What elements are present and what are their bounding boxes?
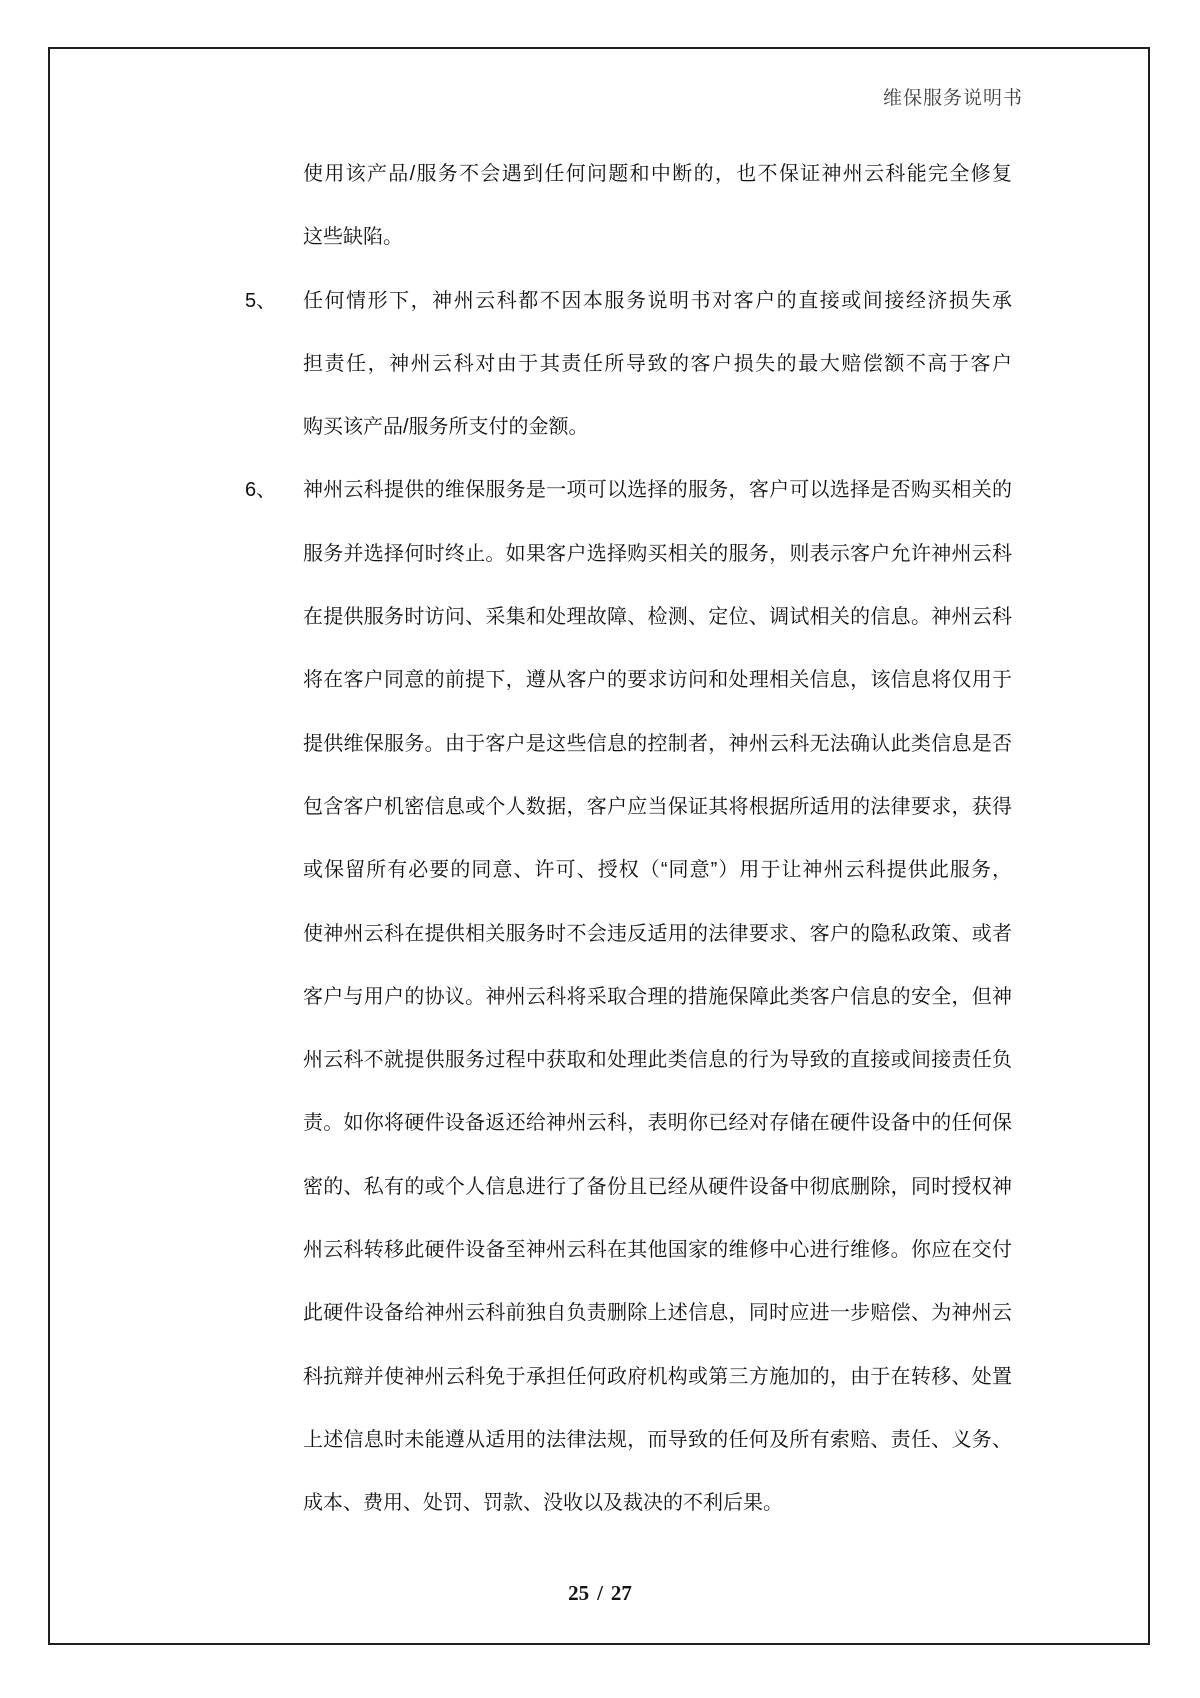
text-line — [245, 1409, 1012, 1472]
text-line-content: 将在客户同意的前提下，遵从客户的要求访问和处理相关信息，该信息将仅用于 — [303, 669, 1012, 692]
text-line-content: 密的、私有的或个人信息进行了备份且已经从硬件设备中彻底删除，同时授权神 — [303, 1175, 1012, 1198]
text-line — [245, 649, 1012, 712]
text-line — [245, 333, 1012, 396]
list-item-number: 6、 — [245, 479, 277, 502]
page-footer — [0, 1581, 1200, 1606]
text-line-content: 科抗辩并使神州云科免于承担任何政府机构或第三方施加的，由于在转移、处置 — [303, 1365, 1012, 1388]
text-line — [245, 839, 1012, 902]
text-line-content: 此硬件设备给神州云科前独自负责删除上述信息，同时应进一步赔偿、为神州云 — [303, 1302, 1012, 1325]
text-line — [245, 206, 1012, 269]
text-line-content: 服务并选择何时终止。如果客户选择购买相关的服务，则表示客户允许神州云科 — [303, 542, 1012, 565]
text-line-content: 使用该产品/服务不会遇到任何问题和中断的，也不保证神州云科能完全修复 — [303, 163, 1012, 185]
text-line — [245, 143, 1012, 206]
header-title: 维保服务说明书 — [882, 88, 1023, 109]
text-line — [245, 1092, 1012, 1155]
document-body — [0, 143, 1200, 1536]
text-line-content: 包含客户机密信息或个人数据，客户应当保证其将根据所适用的法律要求，获得 — [303, 795, 1012, 818]
text-line-content: 或保留所有必要的同意、许可、授权（“同意”）用于让神州云科提供此服务， — [303, 859, 1012, 882]
text-line — [245, 1346, 1012, 1409]
text-line-content: 客户与用户的协议。神州云科将采取合理的措施保障此类客户信息的安全，但神 — [303, 985, 1012, 1008]
footer-page-total: 27 — [610, 1581, 632, 1605]
text-line — [245, 903, 1012, 966]
text-line-content: 州云科不就提供服务过程中获取和处理此类信息的行为导致的直接或间接责任负 — [303, 1049, 1012, 1072]
text-line-content: 在提供服务时访问、采集和处理故障、检测、定位、调试相关的信息。神州云科 — [303, 606, 1012, 629]
text-line-content: 这些缺陷。 — [303, 226, 403, 249]
text-line-content: 提供维保服务。由于客户是这些信息的控制者，神州云科无法确认此类信息是否 — [303, 732, 1012, 755]
text-line-content: 上述信息时未能遵从适用的法律法规，而导致的任何及所有索赔、责任、义务、 — [303, 1428, 1012, 1451]
text-line — [245, 459, 1012, 522]
text-line-content: 神州云科提供的维保服务是一项可以选择的服务，客户可以选择是否购买相关的 — [303, 479, 1012, 502]
text-line — [245, 1472, 1012, 1535]
text-line-content: 使神州云科在提供相关服务时不会违反适用的法律要求、客户的隐私政策、或者 — [303, 922, 1012, 945]
footer-page-separator: / — [597, 1581, 603, 1605]
text-line-content: 成本、费用、处罚、罚款、没收以及裁决的不利后果。 — [303, 1492, 783, 1515]
text-line-content: 责。如你将硬件设备返还给神州云科，表明你已经对存储在硬件设备中的任何保 — [303, 1112, 1012, 1135]
list-item-number: 5、 — [245, 289, 277, 312]
text-line — [245, 1029, 1012, 1092]
text-line — [245, 396, 1012, 459]
text-line-content: 担责任，神州云科对由于其责任所导致的客户损失的最大赔偿额不高于客户 — [303, 352, 1012, 375]
text-line — [245, 713, 1012, 776]
page-header — [883, 83, 1023, 110]
text-line — [245, 1282, 1012, 1345]
text-line — [245, 523, 1012, 586]
text-line — [245, 776, 1012, 839]
text-line-content: 任何情形下，神州云科都不因本服务说明书对客户的直接或间接经济损失承 — [303, 289, 1012, 312]
text-line-content: 州云科转移此硬件设备至神州云科在其他国家的维修中心进行维修。你应在交付 — [303, 1239, 1012, 1262]
text-line — [245, 270, 1012, 333]
text-line — [245, 586, 1012, 649]
text-line — [245, 1156, 1012, 1219]
footer-page-number: 25 — [568, 1581, 590, 1605]
text-line — [245, 1219, 1012, 1282]
text-line-content: 购买该产品/服务所支付的金额。 — [303, 416, 589, 439]
text-line — [245, 966, 1012, 1029]
